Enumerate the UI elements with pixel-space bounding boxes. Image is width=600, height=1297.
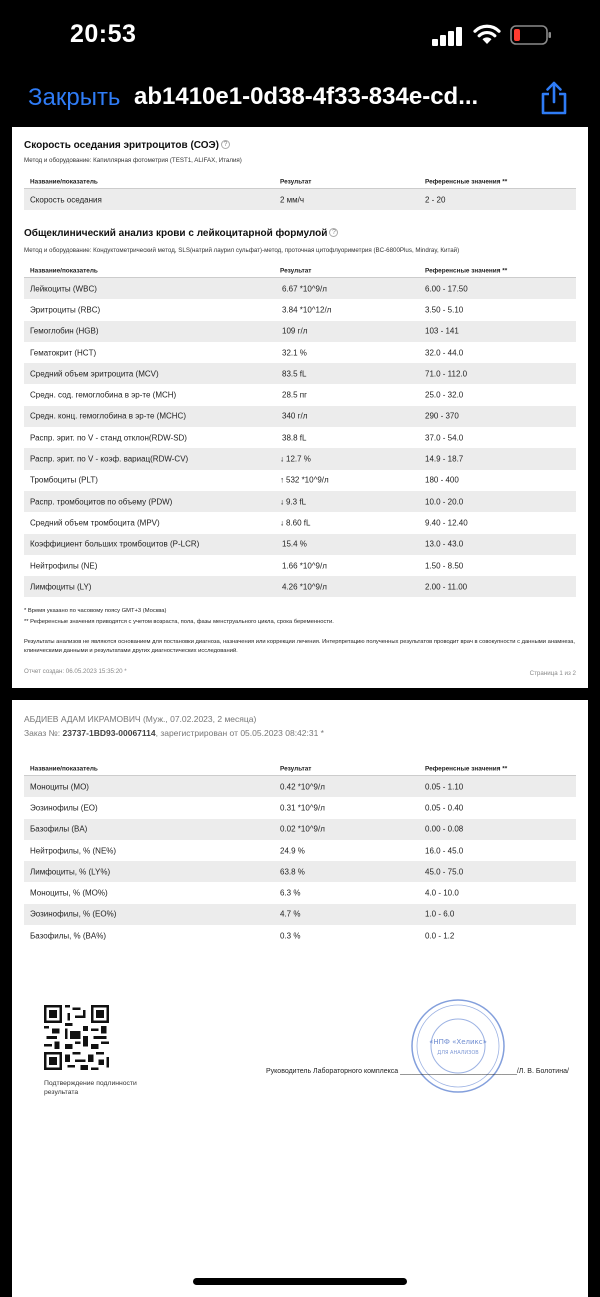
- row-result: [280, 433, 306, 442]
- result-value: 83.5 fL: [282, 369, 307, 379]
- result-value: 3.84 *10^12/л: [282, 305, 332, 315]
- table-row: [24, 363, 576, 384]
- cbc-table: [24, 264, 576, 597]
- row-reference: 45.0 - 75.0: [425, 867, 464, 877]
- row-reference: 9.40 - 12.40: [425, 518, 468, 528]
- table-row: [24, 576, 576, 597]
- stamp-icon: [410, 998, 506, 1094]
- result-value: 4.7 %: [280, 909, 301, 919]
- qr-caption: Подтверждение подлинности результата: [44, 1080, 137, 1096]
- result-value: 15.4 %: [282, 539, 307, 549]
- row-name: Лимфоциты (LY): [30, 582, 92, 592]
- table-row: Скорость оседания 2 мм/ч 2 - 20: [24, 189, 576, 210]
- row-reference: 0.05 - 1.10: [425, 782, 464, 792]
- result-value: 0.02 *10^9/л: [280, 824, 325, 834]
- arrow-up-icon: ↑: [280, 475, 284, 485]
- row-result: [280, 348, 307, 357]
- row-name: Базофилы, % (BA%): [30, 931, 106, 941]
- page-number: Страница 1 из 2: [529, 670, 576, 677]
- row-reference: 4.0 - 10.0: [425, 888, 459, 898]
- row-name: Средний объем тромбоцита (MPV): [30, 518, 160, 528]
- result-value: 28.5 пг: [282, 390, 308, 400]
- signature-line: Руководитель Лабораторного комплекса ______________________________/Л. В. Болотина/: [266, 1068, 569, 1075]
- result-value: 0.3 %: [280, 931, 301, 941]
- esr-method: Метод и оборудование: Капиллярная фотометрия (TEST1, ALIFAX, Италия): [24, 157, 242, 164]
- status-bar: [0, 0, 600, 72]
- result-value: 32.1 %: [282, 348, 307, 358]
- result-value: 1.66 *10^9/л: [282, 561, 327, 570]
- row-name: Моноциты (MO): [30, 782, 89, 792]
- row-reference: 0.00 - 0.08: [425, 824, 464, 834]
- row-name: Лейкоциты (WBC): [30, 284, 97, 294]
- row-result: [280, 412, 307, 421]
- result-value: 38.8 fL: [282, 433, 307, 443]
- result-value: 0.31 *10^9/л: [280, 803, 325, 813]
- row-result: [280, 518, 310, 527]
- row-name: Гемоглобин (HGB): [30, 326, 99, 336]
- table-row: [24, 448, 576, 469]
- close-button[interactable]: Закрыть: [28, 84, 121, 111]
- report-page-2: [12, 700, 588, 1297]
- row-reference: 6.00 - 17.50: [425, 284, 468, 294]
- result-value: 63.8 %: [280, 867, 305, 877]
- row-result: [280, 369, 306, 378]
- row-reference: 10.0 - 20.0: [425, 497, 464, 507]
- arrow-down-icon: ↓: [280, 518, 284, 528]
- cbc-section-title: Общеклинический анализ крови с лейкоцитарной формулой ?: [24, 228, 338, 239]
- leukocyte-table: [24, 762, 576, 946]
- row-name: Эритроциты (RBC): [30, 305, 101, 315]
- result-value: 6.3 %: [280, 888, 301, 898]
- report-created: Отчет создан: 06.05.2023 15:35:20 *: [24, 668, 127, 675]
- row-result: [280, 889, 300, 898]
- disclaimer: Результаты анализов не являются основанием для постановки диагноза, назначения или коррекции лечения. Интерпретацию полученных результатов проводит врач в совокупности с данными анамнеза, клиническими данными и результатами других диагностических исследований.: [24, 639, 576, 654]
- cbc-rows: [24, 278, 576, 597]
- arrow-down-icon: ↓: [280, 454, 284, 464]
- row-name: Моноциты, % (MO%): [30, 888, 108, 898]
- row-name: Нейтрофилы, % (NE%): [30, 846, 117, 856]
- row-result: [280, 582, 327, 591]
- result-value: 12.7 %: [286, 454, 311, 464]
- row-result: [280, 391, 307, 400]
- table-row: [24, 819, 576, 840]
- result-value: 24.9 %: [280, 846, 305, 856]
- cellular-signal-icon: [432, 26, 464, 46]
- battery-icon: [510, 24, 552, 46]
- table-row: [24, 882, 576, 903]
- row-result: [280, 497, 306, 506]
- row-name: Средн. конц. гемоглобина в эр-те (MCHC): [30, 411, 186, 421]
- row-reference: 180 - 400: [425, 475, 459, 485]
- row-name: Средн. сод. гемоглобина в эр-те (MCH): [30, 390, 177, 400]
- info-icon: ?: [329, 228, 338, 237]
- row-name: Нейтрофилы (NE): [30, 561, 98, 570]
- row-reference: 103 - 141: [425, 326, 459, 336]
- order-info: Заказ №: 23737-1BD93-00067114, зарегистрирован от 05.05.2023 08:42:31 *: [24, 728, 324, 738]
- result-value: 8.60 fL: [286, 518, 311, 528]
- stamp-text: «НПФ «Хеликс»: [429, 1038, 487, 1046]
- row-result: [280, 910, 300, 919]
- table-row: [24, 406, 576, 427]
- table-row: [24, 384, 576, 405]
- row-result: [280, 931, 300, 940]
- table-row: [24, 512, 576, 533]
- table-row: [24, 555, 576, 576]
- arrow-down-icon: ↓: [280, 497, 284, 507]
- row-name: Средний объем эритроцита (MCV): [30, 369, 159, 379]
- result-value: 340 г/л: [282, 411, 308, 421]
- row-reference: 1.50 - 8.50: [425, 561, 464, 570]
- result-value: 6.67 *10^9/л: [282, 284, 327, 294]
- row-result: [280, 455, 311, 464]
- table-row: [24, 299, 576, 320]
- row-reference: 32.0 - 44.0: [425, 348, 464, 358]
- esr-table: [24, 175, 576, 210]
- table-row: [24, 278, 576, 299]
- row-reference: 1.0 - 6.0: [425, 909, 455, 919]
- row-result: [280, 867, 305, 876]
- row-reference: 0.0 - 1.2: [425, 931, 455, 941]
- table-row: [24, 321, 576, 342]
- row-result: [280, 782, 325, 791]
- report-page-1: [12, 127, 588, 688]
- table-row: [24, 491, 576, 512]
- result-value: 109 г/л: [282, 326, 308, 336]
- row-result: [280, 305, 331, 314]
- footnote-reference: ** Референсные значения приводятся с учетом возраста, пола, фазы менструального цикла, срока беременности.: [24, 619, 334, 625]
- table-header: Название/показатель Результат Референсные значения **: [24, 264, 576, 278]
- row-name: Распр. эрит. по V - коэф. вариац(RDW-CV): [30, 454, 189, 464]
- row-name: Эозинофилы, % (EO%): [30, 909, 117, 919]
- row-result: [280, 540, 307, 549]
- row-reference: 16.0 - 45.0: [425, 846, 464, 856]
- status-time: 20:53: [70, 20, 137, 48]
- svg-text:ДЛЯ АНАЛИЗОВ: ДЛЯ АНАЛИЗОВ: [437, 1050, 479, 1056]
- leukocyte-rows: [24, 776, 576, 946]
- table-row: [24, 427, 576, 448]
- home-indicator: [193, 1278, 407, 1285]
- cbc-method: Метод и оборудование: Кондуктометрический метод, SLS(натрий лаурил сульфат)-метод, проточная цитофлуориметрия (BC-6800Plus, Mindray, Китай): [24, 247, 460, 254]
- table-row: [24, 797, 576, 818]
- wifi-icon: [473, 23, 501, 45]
- row-name: Базофилы (BA): [30, 824, 88, 834]
- patient-info: АБДИЕВ АДАМ ИКРАМОВИЧ (Муж., 07.02.2023, 2 месяца): [24, 714, 257, 724]
- table-row: [24, 861, 576, 882]
- table-row: [24, 840, 576, 861]
- result-value: 9.3 fL: [286, 497, 307, 507]
- table-row: [24, 904, 576, 925]
- info-icon: ?: [221, 140, 230, 149]
- document-title: ab1410e1-0d38-4f33-834e-cd...: [134, 83, 479, 110]
- row-reference: 25.0 - 32.0: [425, 390, 464, 400]
- table-header: Название/показатель Результат Референсные значения **: [24, 762, 576, 776]
- row-name: Эозинофилы (EO): [30, 803, 98, 813]
- result-value: 0.42 *10^9/л: [280, 782, 325, 792]
- row-name: Лимфоциты, % (LY%): [30, 867, 111, 877]
- table-row: [24, 534, 576, 555]
- row-result: [280, 825, 325, 834]
- row-result: [280, 327, 307, 336]
- row-result: [280, 846, 305, 855]
- row-name: Коэффициент больших тромбоцитов (P-LCR): [30, 539, 200, 549]
- row-result: [280, 561, 327, 570]
- row-reference: 14.9 - 18.7: [425, 454, 464, 464]
- row-reference: 37.0 - 54.0: [425, 433, 464, 443]
- row-name: Распр. тромбоцитов по объему (PDW): [30, 497, 173, 507]
- row-name: Тромбоциты (PLT): [30, 475, 98, 485]
- row-result: [280, 476, 329, 485]
- table-row: [24, 925, 576, 946]
- row-name: Гематокрит (HCT): [30, 348, 97, 358]
- footnote-timezone: * Время указано по часовому поясу GMT+3 (Москва): [24, 608, 167, 614]
- qr-code[interactable]: [44, 1005, 109, 1070]
- table-row: [24, 470, 576, 491]
- result-value: 4.26 *10^9/л: [282, 582, 327, 592]
- row-result: [280, 284, 327, 293]
- esr-section-title: Скорость оседания эритроцитов (СОЭ) ?: [24, 140, 230, 151]
- order-number: 23737-1BD93-00067114: [62, 728, 156, 738]
- share-icon[interactable]: [538, 80, 570, 116]
- row-reference: 13.0 - 43.0: [425, 539, 464, 549]
- result-value: 532 *10^9/л: [286, 475, 329, 485]
- table-row: [24, 342, 576, 363]
- navigation-bar: [0, 72, 600, 126]
- row-reference: 2.00 - 11.00: [425, 582, 468, 592]
- row-name: Распр. эрит. по V - станд отклон(RDW-SD): [30, 433, 187, 443]
- row-reference: 71.0 - 112.0: [425, 369, 468, 379]
- row-result: [280, 803, 325, 812]
- table-row: [24, 776, 576, 797]
- row-reference: 3.50 - 5.10: [425, 305, 464, 315]
- table-header: Название/показатель Результат Референсные значения **: [24, 175, 576, 189]
- row-reference: 290 - 370: [425, 411, 459, 421]
- row-reference: 0.05 - 0.40: [425, 803, 464, 813]
